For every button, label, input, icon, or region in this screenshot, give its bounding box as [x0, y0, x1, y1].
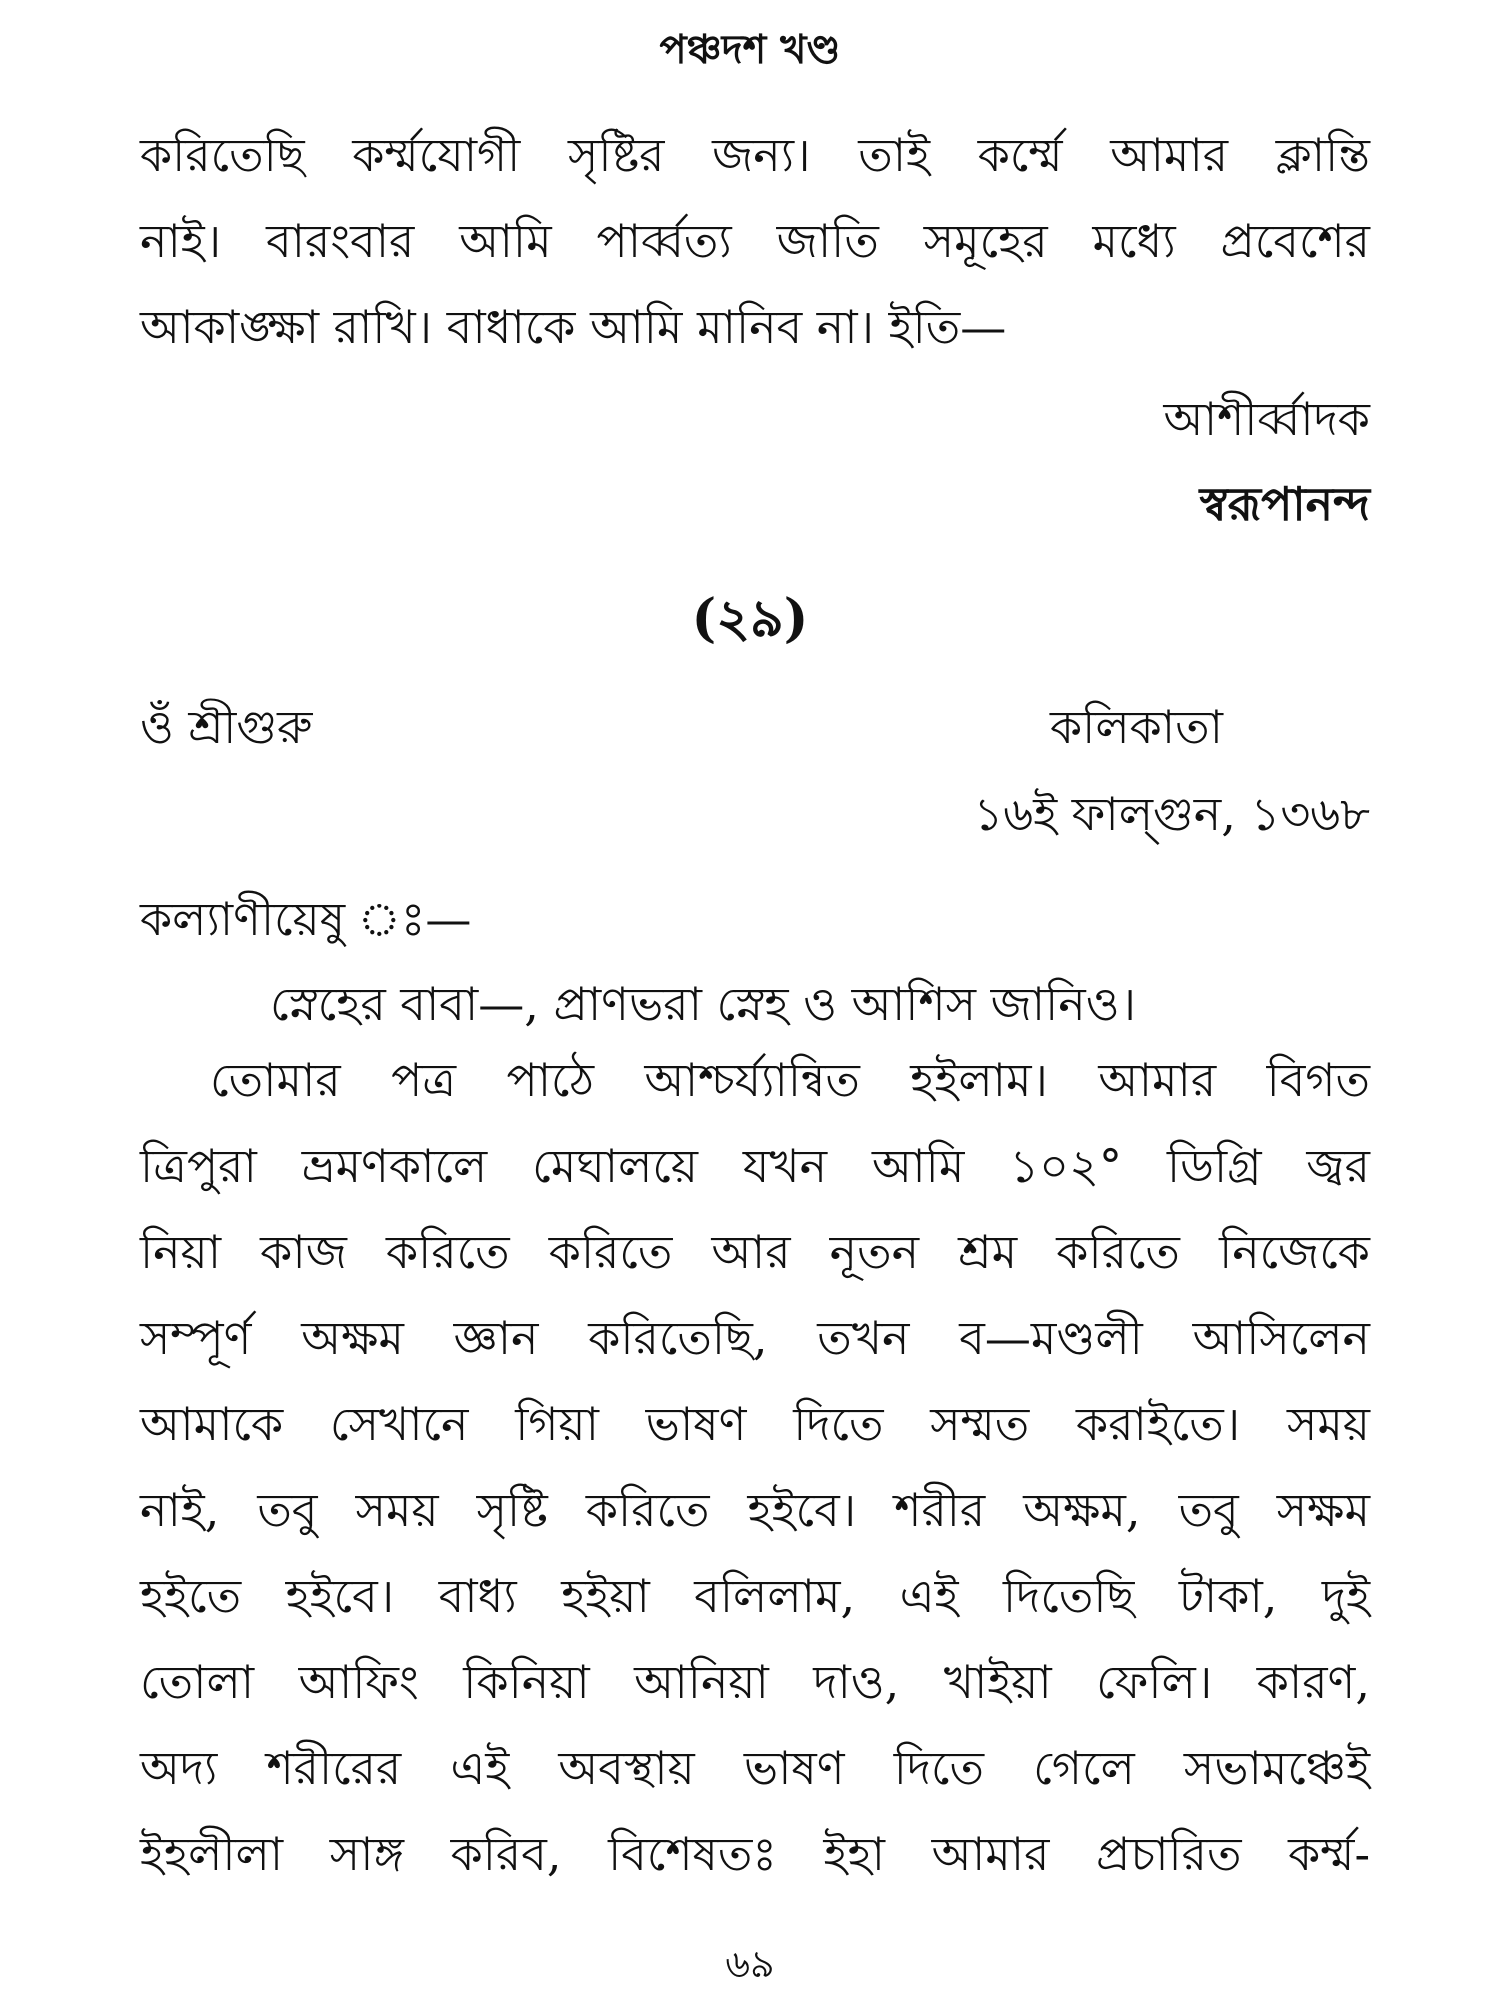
letter-place: কলিকাতা	[1050, 700, 1223, 754]
text-line: আকাঙ্ক্ষা রাখি। বাধাকে আমি মানিব না। ইতি—	[140, 300, 1007, 354]
text-line: অদ্য শরীরের এই অবস্থায় ভাষণ দিতে গেলে সভামঞ্চেই	[140, 1741, 1370, 1795]
text-line: আমাকে সেখানে গিয়া ভাষণ দিতে সম্মত করাইতে। সময়	[140, 1397, 1370, 1451]
text-line: সম্পূর্ণ অক্ষম জ্ঞান করিতেছি, তখন ব—মণ্ডলী আসিলেন	[140, 1311, 1370, 1365]
text-line: নিয়া কাজ করিতে করিতে আর নূতন শ্রম করিতে নিজেকে	[140, 1225, 1370, 1279]
text-line: ত্রিপুরা ভ্রমণকালে মেঘালয়ে যখন আমি ১০২° ডিগ্রি জ্বর	[140, 1139, 1370, 1193]
previous-letter-ending	[140, 120, 1370, 390]
text-line: নাই। বারংবার আমি পার্ব্বত্য জাতি সমূহের মধ্যে প্রবেশের	[140, 214, 1370, 268]
closing-blessing: আশীর্ব্বাদক	[1163, 392, 1370, 446]
text-line: তোমার পত্র পাঠে আশ্চর্য্যান্বিত হইলাম। আমার বিগত	[210, 1053, 1370, 1107]
letter-number: (২৯)	[691, 588, 809, 649]
letter-date: ১৬ই ফাল্গুন, ১৩৬৮	[973, 787, 1370, 841]
salutation: কল্যাণীয়েষু ঃ—	[140, 892, 472, 946]
page-number: ৬৯	[725, 1942, 775, 1986]
invocation: ওঁ শ্রীগুরু	[140, 700, 313, 754]
running-header: পঞ্চদশ খণ্ড	[659, 26, 841, 73]
text-line: হইতে হইবে। বাধ্য হইয়া বলিলাম, এই দিতেছি টাকা, দুই	[140, 1569, 1370, 1623]
text-line: নাই, তবু সময় সৃষ্টি করিতে হইবে। শরীর অক্ষম, তবু সক্ষম	[140, 1483, 1370, 1537]
greeting: স্নেহের বাবা—, প্রাণভরা স্নেহ ও আশিস জানিও।	[270, 977, 1137, 1031]
text-line: করিতেছি কর্ম্মযোগী সৃষ্টির জন্য। তাই কর্ম্মে আমার ক্লান্তি	[140, 128, 1370, 182]
signature: স্বরূপানন্দ	[1199, 477, 1370, 531]
text-line: ইহলীলা সাঙ্গ করিব, বিশেষতঃ ইহা আমার প্রচারিত কর্ম্ম-	[140, 1827, 1370, 1881]
text-line: তোলা আফিং কিনিয়া আনিয়া দাও, খাইয়া ফেলি। কারণ,	[140, 1655, 1370, 1709]
letter-body	[140, 1045, 1370, 1925]
